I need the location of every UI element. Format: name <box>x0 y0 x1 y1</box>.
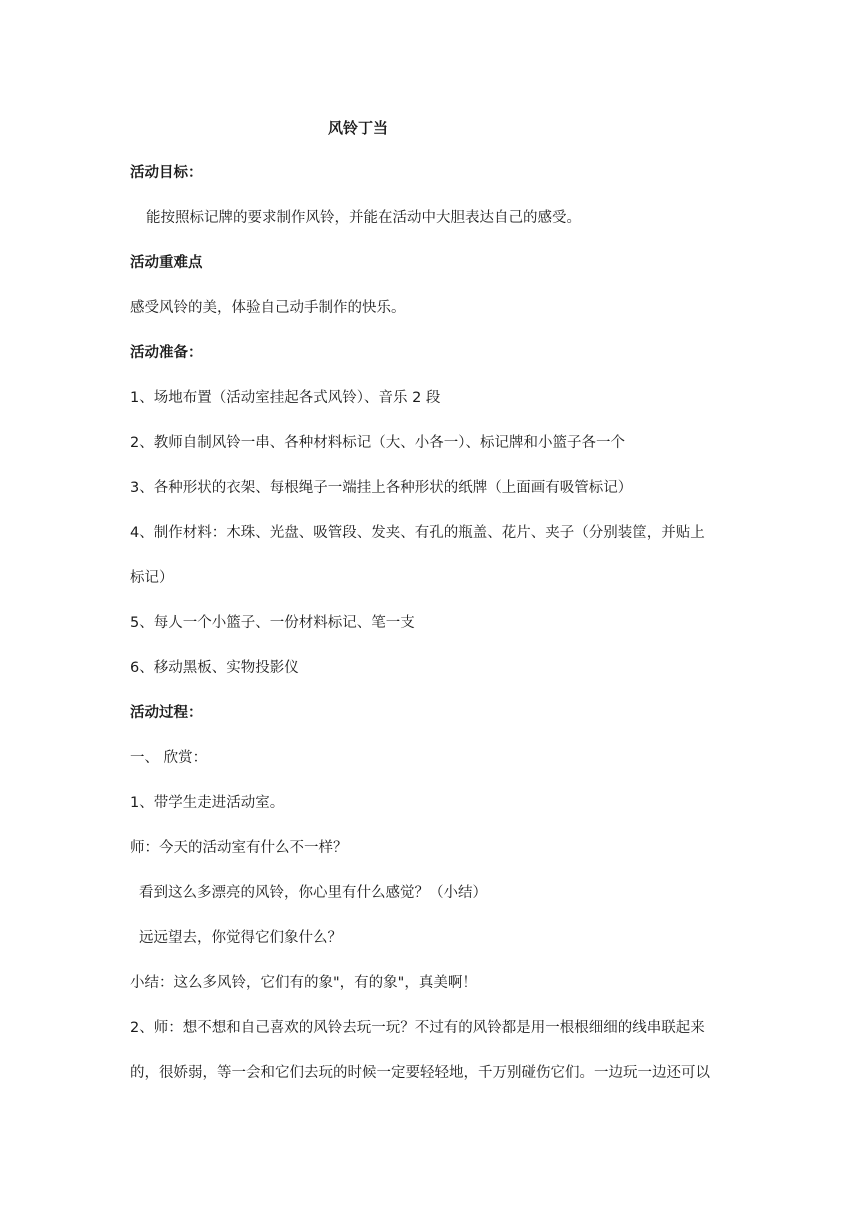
list-item: 1、场地布置（活动室挂起各式风铃）、音乐 2 段 <box>130 390 441 406</box>
list-item: 6、移动黑板、实物投影仪 <box>130 660 299 676</box>
list-item: 5、每人一个小篮子、一份材料标记、笔一支 <box>130 615 415 631</box>
list-item-continuation: 标记） <box>130 570 174 586</box>
list-item: 3、各种形状的衣架、每根绳子一端挂上各种形状的纸牌（上面画有吸管标记） <box>130 480 633 496</box>
paragraph-line: 1、带学生走进活动室。 <box>130 795 285 811</box>
paragraph-line: 感受风铃的美，体验自己动手制作的快乐。 <box>130 300 406 316</box>
paragraph-line: 的，很娇弱，等一会和它们去玩的时候一定要轻轻地，千万别碰伤它们。一边玩一边还可以 <box>130 1065 710 1081</box>
document-title: 风铃丁当 <box>327 119 388 137</box>
paragraph-line: 师：今天的活动室有什么不一样？ <box>130 840 348 856</box>
section-heading-preparation: 活动准备： <box>130 345 203 361</box>
paragraph-line: 看到这么多漂亮的风铃，你心里有什么感觉？（小结） <box>139 885 487 901</box>
subsection-heading: 一、 欣赏： <box>130 750 208 766</box>
paragraph-line: 远远望去，你觉得它们象什么？ <box>139 930 342 946</box>
section-heading-key-points: 活动重难点 <box>130 255 203 271</box>
section-heading-process: 活动过程： <box>130 705 203 721</box>
paragraph-line: 能按照标记牌的要求制作风铃，并能在活动中大胆表达自己的感受。 <box>146 210 581 226</box>
section-heading-goals: 活动目标： <box>130 165 203 181</box>
list-item: 2、教师自制风铃一串、各种材料标记（大、小各一）、标记牌和小篮子各一个 <box>130 435 625 451</box>
paragraph-line: 2、师：想不想和自己喜欢的风铃去玩一玩？不过有的风铃都是用一根根细细的线串联起来 <box>130 1020 705 1036</box>
list-item: 4、制作材料：木珠、光盘、吸管段、发夹、有孔的瓶盖、花片、夹子（分别装筐，并贴上 <box>130 525 705 541</box>
paragraph-line: 小结：这么多风铃，它们有的象"，有的象"，真美啊！ <box>130 975 477 991</box>
